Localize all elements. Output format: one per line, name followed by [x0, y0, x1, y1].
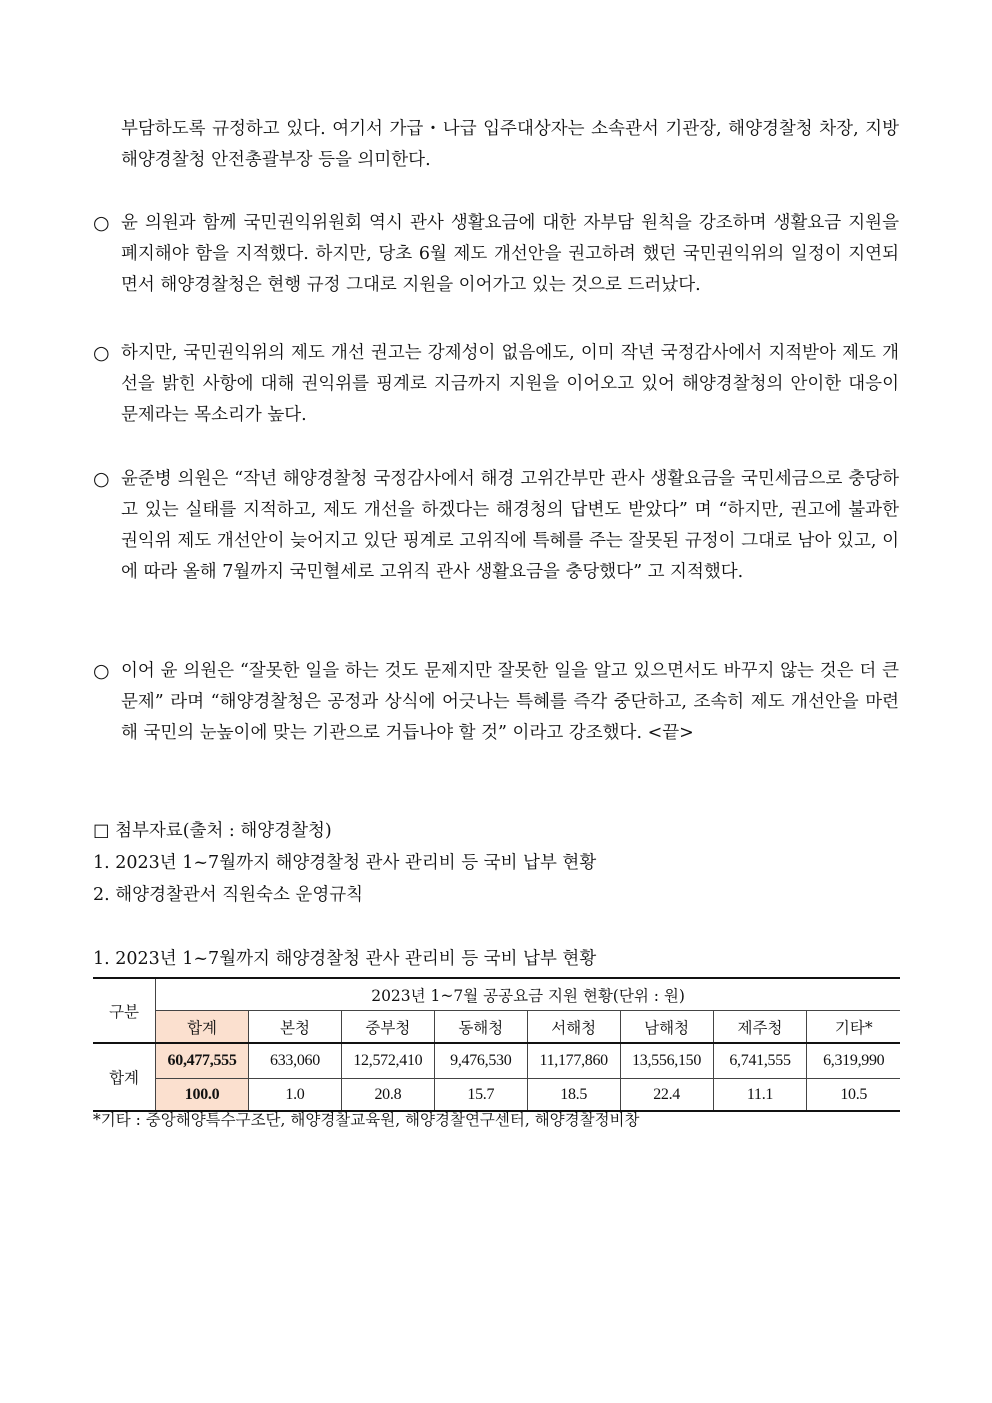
amount-cell: 6,741,555: [713, 1043, 807, 1079]
row-header-cell: 구분: [93, 978, 156, 1043]
percent-cell: 1.0: [249, 1079, 342, 1112]
column-header: 남해청: [620, 1011, 713, 1044]
percent-cell: 18.5: [527, 1079, 620, 1112]
paragraph-continuation: [93, 114, 899, 176]
paragraph-text: 하지만, 국민권익위의 제도 개선 권고는 강제성이 없음에도, 이미 작년 국정감사에서 지적받아 제도 개선을 밝힌 사항에 대해 권익위를 핑계로 지금까지 지원을 이어오고 있어 해양경찰청의 안이한 대응이 문제라는 목소리가 높다.: [121, 343, 899, 425]
percent-cell: 100.0: [156, 1079, 249, 1112]
row-label-cell: 합계: [93, 1043, 156, 1111]
paragraph-text: 이어 윤 의원은 “잘못한 일을 하는 것도 문제지만 잘못한 일을 알고 있으면서도 바꾸지 않는 것은 더 큰 문제” 라며 “해양경찰청은 공정과 상식에 어긋나는 특혜를 즉각 중단하고, 조속히 제도 개선안을 마련해 국민의 눈높이에 맞는 기관으로 거듭나야 할 것” 이라고 강조했다. <끝>: [121, 661, 899, 743]
paragraph-bullet-3: [93, 464, 899, 588]
attachment-item-1: 1. 2023년 1~7월까지 해양경찰청 관사 관리비 등 국비 납부 현황: [93, 853, 597, 873]
percent-cell: 10.5: [807, 1079, 900, 1112]
circle-bullet-icon: ○: [93, 468, 110, 490]
fee-table: [93, 977, 900, 1112]
paragraph-bullet-1: [93, 208, 899, 301]
column-header: 서해청: [527, 1011, 620, 1044]
column-header: 본청: [249, 1011, 342, 1044]
amount-cell: 633,060: [249, 1043, 342, 1079]
amount-cell: 6,319,990: [807, 1043, 900, 1079]
table-footnote: *기타 : 중앙해양특수구조단, 해양경찰교육원, 해양경찰연구센터, 해양경찰정비창: [93, 1111, 640, 1129]
column-header: 동해청: [434, 1011, 527, 1044]
paragraph-text: 부담하도록 규정하고 있다. 여기서 가급・나급 입주대상자는 소속관서 기관장, 해양경찰청 차장, 지방해양경찰청 안전총괄부장 등을 의미한다.: [121, 119, 899, 170]
circle-bullet-icon: ○: [93, 212, 110, 234]
amount-cell: 9,476,530: [434, 1043, 527, 1079]
percent-cell: 11.1: [713, 1079, 807, 1112]
paragraph-text: 윤준병 의원은 “작년 해양경찰청 국정감사에서 해경 고위간부만 관사 생활요금을 국민세금으로 충당하고 있는 실태를 지적하고, 제도 개선을 하겠다는 해경청의 답변도 받았다” 며 “하지만, 권고에 불과한 권익위 제도 개선안이 늦어지고 있단 핑계로 고위직에 특혜를 주는 잘못된 규정이 그대로 남아 있고, 이에 따라 올해 7월까지 국민혈세로 고위직 관사 생활요금을 충당했다” 고 지적했다.: [121, 469, 899, 582]
percent-cell: 15.7: [434, 1079, 527, 1112]
group-header-cell: 2023년 1~7월 공공요금 지원 현황(단위 : 원): [156, 978, 900, 1011]
circle-bullet-icon: ○: [93, 342, 110, 364]
attachment-item-2: 2. 해양경찰관서 직원숙소 운영규칙: [93, 885, 364, 905]
attachments-header: □ 첨부자료(출처 : 해양경찰청): [93, 821, 332, 841]
table-title: 1. 2023년 1~7월까지 해양경찰청 관사 관리비 등 국비 납부 현황: [93, 949, 597, 969]
amount-cell: 60,477,555: [156, 1043, 249, 1079]
paragraph-text: 윤 의원과 함께 국민권익위원회 역시 관사 생활요금에 대한 자부담 원칙을 강조하며 생활요금 지원을 폐지해야 함을 지적했다. 하지만, 당초 6월 제도 개선안을 권고하려 했던 국민권익위의 일정이 지연되면서 해양경찰청은 현행 규정 그대로 지원을 이어가고 있는 것으로 드러났다.: [121, 213, 899, 295]
circle-bullet-icon: ○: [93, 660, 110, 682]
amount-cell: 11,177,860: [527, 1043, 620, 1079]
column-header: 중부청: [341, 1011, 434, 1044]
amount-cell: 12,572,410: [341, 1043, 434, 1079]
column-header: 기타*: [807, 1011, 900, 1044]
paragraph-bullet-2: [93, 338, 899, 431]
column-header: 합계: [156, 1011, 249, 1044]
percent-cell: 22.4: [620, 1079, 713, 1112]
amount-cell: 13,556,150: [620, 1043, 713, 1079]
percent-cell: 20.8: [341, 1079, 434, 1112]
column-header: 제주청: [713, 1011, 807, 1044]
paragraph-bullet-4: [93, 656, 899, 749]
